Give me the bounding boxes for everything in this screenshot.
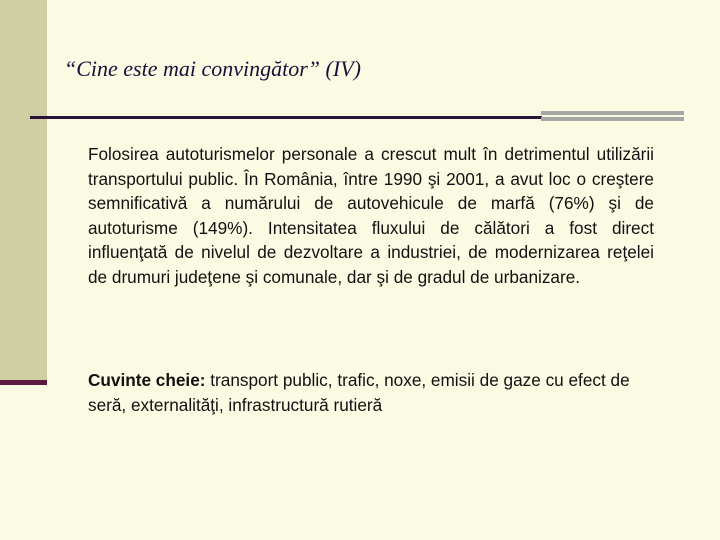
title-divider bbox=[30, 116, 542, 119]
left-bar-underline bbox=[0, 380, 47, 385]
keywords-label: Cuvinte cheie: bbox=[88, 370, 206, 390]
slide-title: “Cine este mai convingător” (IV) bbox=[64, 56, 361, 81]
title-divider-accent-top bbox=[541, 111, 684, 115]
title-divider-accent-bottom bbox=[541, 117, 684, 121]
keywords-paragraph bbox=[88, 368, 654, 417]
keywords-list: transport public, trafic, noxe, emisii de gaze cu efect de seră, externalităţi, infrastructură rutieră bbox=[88, 370, 630, 415]
left-decorative-bar bbox=[0, 0, 47, 382]
body-paragraph: Folosirea autoturismelor personale a crescut mult în detrimentul utilizării transportului public. În România, între 1990 şi 2001, a avut loc o creştere semnificativă a numărului de autovehicule de marfă (76%) şi de autoturisme (149%). Intensitatea fluxului de călători a fost direct influenţată de nivelul de dezvoltare a industriei, de modernizarea reţelei de drumuri judeţene şi comunale, dar şi de gradul de urbanizare. bbox=[88, 144, 654, 287]
